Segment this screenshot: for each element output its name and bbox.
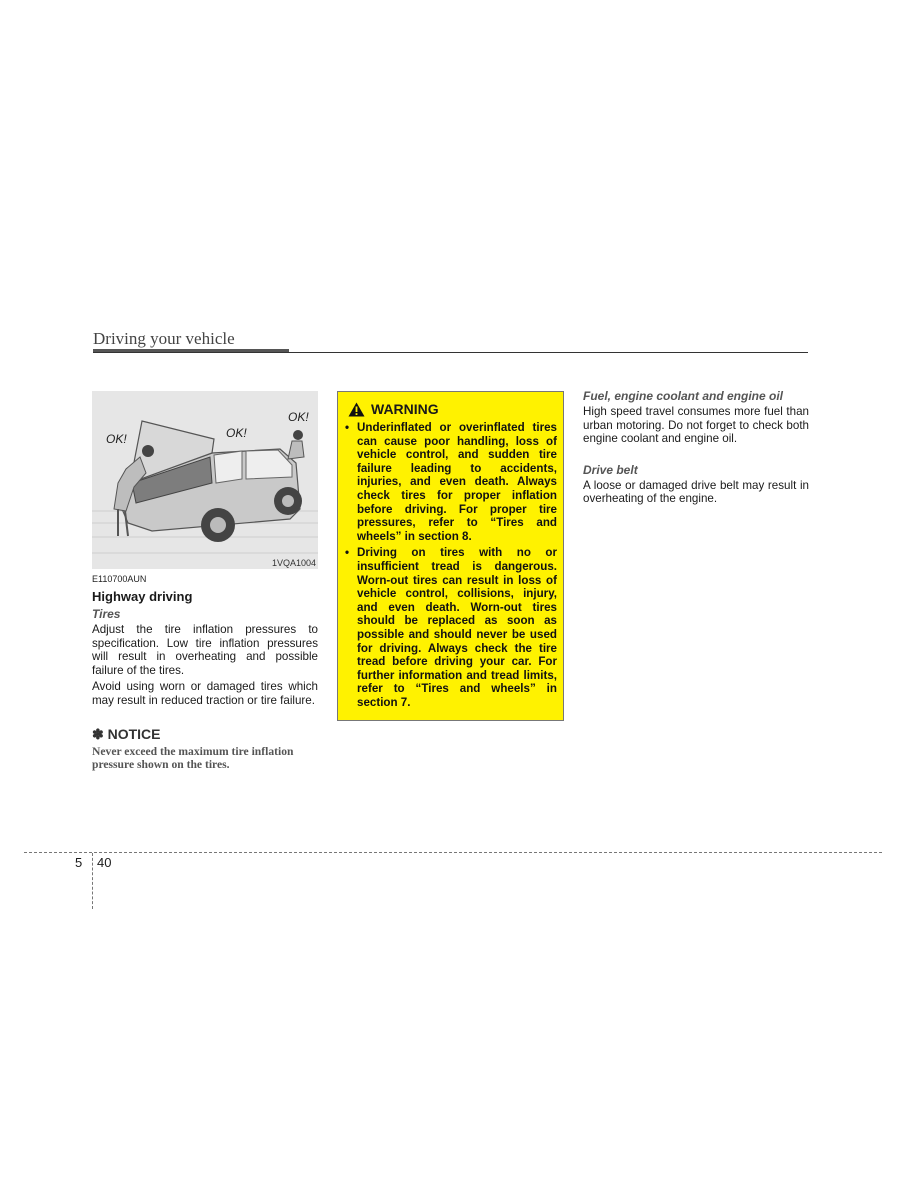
fuel-heading: Fuel, engine coolant and engine oil: [583, 389, 784, 403]
footer-rule: [24, 852, 882, 853]
highway-driving-heading: Highway driving: [92, 589, 193, 604]
car-illustration: [92, 391, 318, 569]
ok-callout-center: OK!: [226, 426, 247, 440]
warning-heading: [348, 401, 557, 417]
drive-belt-paragraph: A loose or damaged drive belt may result in overheating of the engine.: [583, 478, 809, 506]
tires-paragraph-1: Adjust the tire inflation pressures to specification. Low tire inflation pressures will result in overheating and possible failure of the tires.: [92, 623, 318, 677]
section-title: Driving your vehicle: [93, 329, 235, 348]
warning-title: WARNING: [371, 401, 439, 417]
header-rule: [93, 352, 808, 353]
ok-callout-left: OK!: [106, 432, 127, 446]
drive-belt-heading: Drive belt: [583, 462, 638, 477]
middle-column: [337, 391, 563, 721]
chapter-number: 5: [75, 855, 83, 870]
warning-triangle-icon: [348, 402, 365, 417]
right-column: [583, 389, 809, 506]
page-number: 40: [97, 855, 112, 870]
tires-paragraph-2: Avoid using worn or damaged tires which may result in reduced traction or tire failure.: [92, 680, 318, 707]
tires-subheading: Tires: [92, 607, 121, 621]
footer-divider: [92, 853, 93, 909]
notice-text: Never exceed the maximum tire inflation pressure shown on the tires.: [92, 744, 294, 772]
notice-heading: ✽ NOTICE: [92, 725, 161, 742]
warning-item-tread: • Driving on tires with no or insufficient tread is dangerous. Worn-out tires can result in loss of vehicle control, collisions, injury, and even death. Worn-out tires should be replaced as soon as possible and should never be used for driving. Always check the tire tread before driving your car. For further information and tread limits, refer to “Tires and wheels” in section 7.: [351, 546, 557, 709]
warning-box: [337, 391, 564, 721]
warning-list: [351, 421, 557, 709]
tire-check-illustration: [92, 391, 318, 569]
section-code: E110700AUN: [92, 574, 147, 584]
figure-label: 1VQA1004: [271, 558, 316, 568]
left-column: [92, 391, 318, 772]
ok-callout-right: OK!: [288, 410, 309, 424]
warning-item-underinflated: • Underinflated or overinflated tires can cause poor handling, loss of vehicle control, and sudden tire failure leading to accidents, injuries, and even death. Always check tires for proper inflation before driving. For proper tire pressures, refer to “Tires and wheels” in section 8.: [351, 421, 557, 543]
fuel-paragraph: High speed travel consumes more fuel than urban motoring. Do not forget to check both engine coolant and engine oil.: [583, 405, 809, 446]
